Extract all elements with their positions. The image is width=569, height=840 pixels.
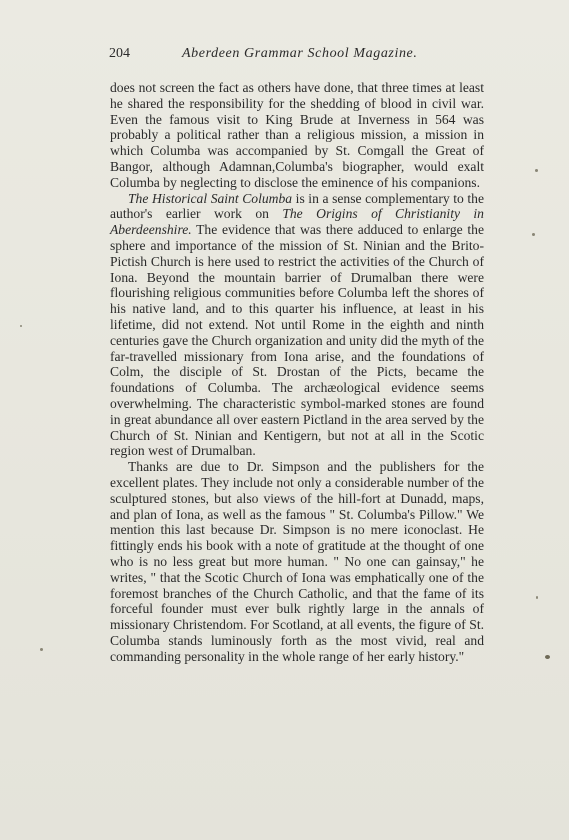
scan-speck (20, 325, 22, 327)
journal-title: Aberdeen Grammar School Magazine. (182, 46, 418, 61)
book-title: The Historical Saint Columba (128, 190, 293, 206)
paragraph-text: Thanks are due to Dr. Simpson and the publishers for the excellent plates. They include not only a considerable number of the sculptured stones, but also views of the hill-fort at Dunadd, maps, and plan of Iona, as well as the famous " St. Columba's Pillow." We mention this last because Dr. Simpson is no mere iconoclast. He fittingly ends his book with a note of gratitude at the thought of one who is no less great but more human. " No one can gainsay," he writes, " that the Scotic Church of Iona was emphatically one of the foremost branches of the Church Catholic, and that the fame of its forceful founder must ever bulk rightly large in the annals of missionary Christendom. For Scotland, at all events, the figure of St. Columba stands luminously forth as the most vivid, real and commanding personality in the whole range of her early history." (110, 459, 484, 664)
paragraph-1 (110, 80, 484, 191)
scan-speck (536, 596, 538, 599)
article-body (110, 80, 484, 664)
book-title: The Origins of Christianity in Aberdeenshire. (110, 206, 484, 238)
scan-speck (532, 233, 535, 236)
paragraph-text: does not screen the fact as others have done, that three times at least he shared the responsibility for the shedding of blood in civil war. Even the famous visit to King Brude at Inverness in 564 was probably a political rather than a religious mission, a mission in which Columba was accompanied by St. Comgall the Great of Bangor, although Adamnan,Columba's biographer, would exalt Columba by neglecting to disclose the eminence of his companions. (110, 80, 484, 190)
paragraph-text: is in a sense complementary to the author's earlier work on (110, 190, 485, 222)
scan-speck (40, 648, 43, 651)
scan-speck (545, 655, 550, 659)
paragraph-text: The evidence that was there adduced to enlarge the sphere and importance of the mission of St. Ninian and the Brito-Pictish Church is here used to restrict the activities of the Church of Iona. Beyond the mountain barrier of Drumalban there were flourishing religious communities before Columba left the shores of his native land, and to this quarter his influence, at least in his lifetime, did not extend. Not until Rome in the eighth and ninth centuries gave the Church organization and unity did the myth of the far-travelled missionary from Iona arise, and the foundations of Colm, the disciple of St. Drostan of the Picts, became the foundations of Columba. The archæological evidence seems overwhelming. The characteristic symbol-marked stones are found in great abundance all over eastern Pictland in the area served by the Church of St. Ninian and Kentigern, but not at all in the Scotic region west of Drumalban. (110, 222, 484, 459)
running-head (109, 44, 485, 64)
paragraph-2 (110, 191, 484, 460)
paragraph-3 (110, 459, 484, 664)
page-number: 204 (109, 46, 130, 61)
scan-speck (535, 169, 538, 172)
